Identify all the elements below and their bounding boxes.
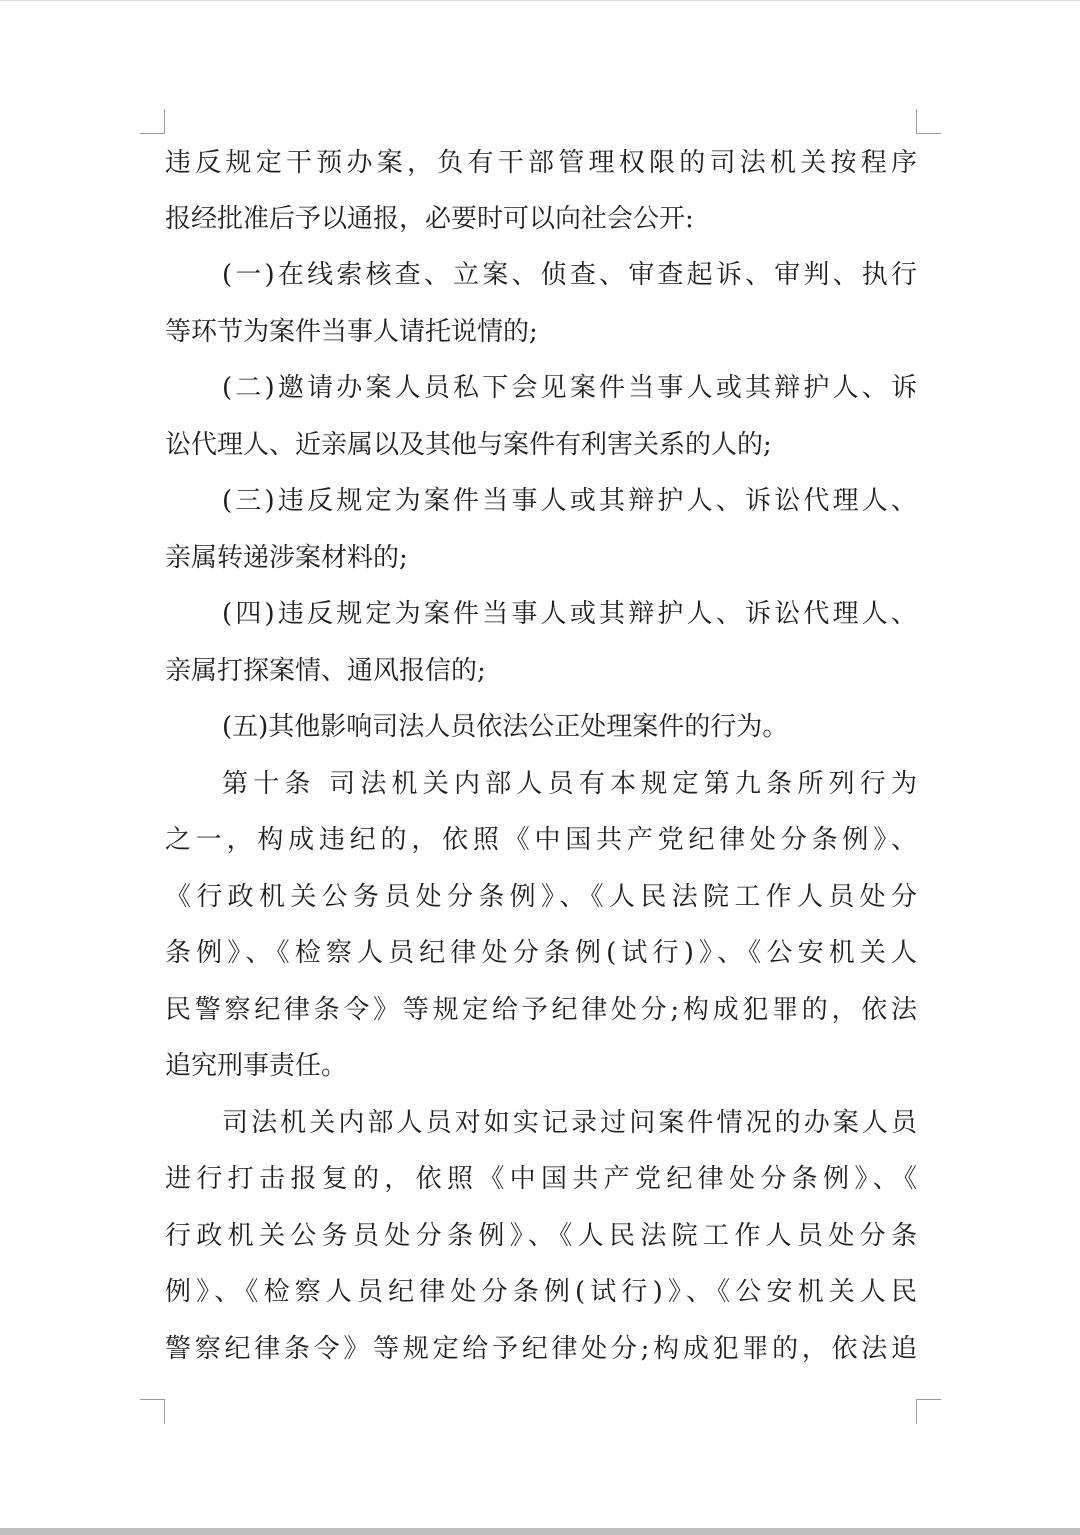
text-line: 警察纪律条令》等规定给予纪律处分;构成犯罪的，依法追 <box>165 1334 917 1364</box>
text-line: (五)其他影响司法人员依法公正处理案件的行为。 <box>222 712 789 742</box>
text-line: 追究刑事责任。 <box>165 1051 348 1081</box>
text-line: 亲属打探案情、通风报信的; <box>165 656 486 686</box>
text-line: 之一，构成违纪的，依照《中国共产党纪律处分条例》、 <box>165 825 917 855</box>
text-line: (一)在线索核查、立案、侦查、审查起诉、审判、执行 <box>222 260 917 290</box>
text-line: 条例》、《检察人员纪律处分条例(试行)》、《公安机关人 <box>165 938 917 968</box>
margin-corner-mark-top-left <box>140 109 165 134</box>
text-line: 例》、《检察人员纪律处分条例(试行)》、《公安机关人民 <box>165 1277 917 1307</box>
text-line: (二)邀请办案人员私下会见案件当事人或其辩护人、诉 <box>222 373 917 403</box>
margin-corner-mark-top-right <box>916 109 941 134</box>
article-heading-line: 第十条 司法机关内部人员有本规定第九条所列行为 <box>222 769 917 799</box>
text-line: 违反规定干预办案，负有干部管理权限的司法机关按程序 <box>165 148 917 178</box>
page-bottom-edge <box>0 1528 1080 1535</box>
text-line: 等环节为案件当事人请托说情的; <box>165 317 538 347</box>
text-line: 亲属转递涉案材料的; <box>165 543 408 573</box>
text-line: 行政机关公务员处分条例》、《人民法院工作人员处分条 <box>165 1221 917 1251</box>
text-line: (三)违反规定为案件当事人或其辩护人、诉讼代理人、 <box>222 486 917 516</box>
text-line: 司法机关内部人员对如实记录过问案件情况的办案人员 <box>222 1108 917 1138</box>
margin-corner-mark-bottom-left <box>140 1399 165 1424</box>
text-line: (四)违反规定为案件当事人或其辩护人、诉讼代理人、 <box>222 599 917 629</box>
text-line: 《行政机关公务员处分条例》、《人民法院工作人员处分 <box>165 882 917 912</box>
text-line: 民警察纪律条令》等规定给予纪律处分;构成犯罪的，依法 <box>165 995 917 1025</box>
margin-corner-mark-bottom-right <box>916 1399 941 1424</box>
text-line: 讼代理人、近亲属以及其他与案件有利害关系的人的; <box>165 430 772 460</box>
text-line: 报经批准后予以通报，必要时可以向社会公开: <box>165 204 694 234</box>
text-line: 进行打击报复的，依照《中国共产党纪律处分条例》、《 <box>165 1164 917 1194</box>
